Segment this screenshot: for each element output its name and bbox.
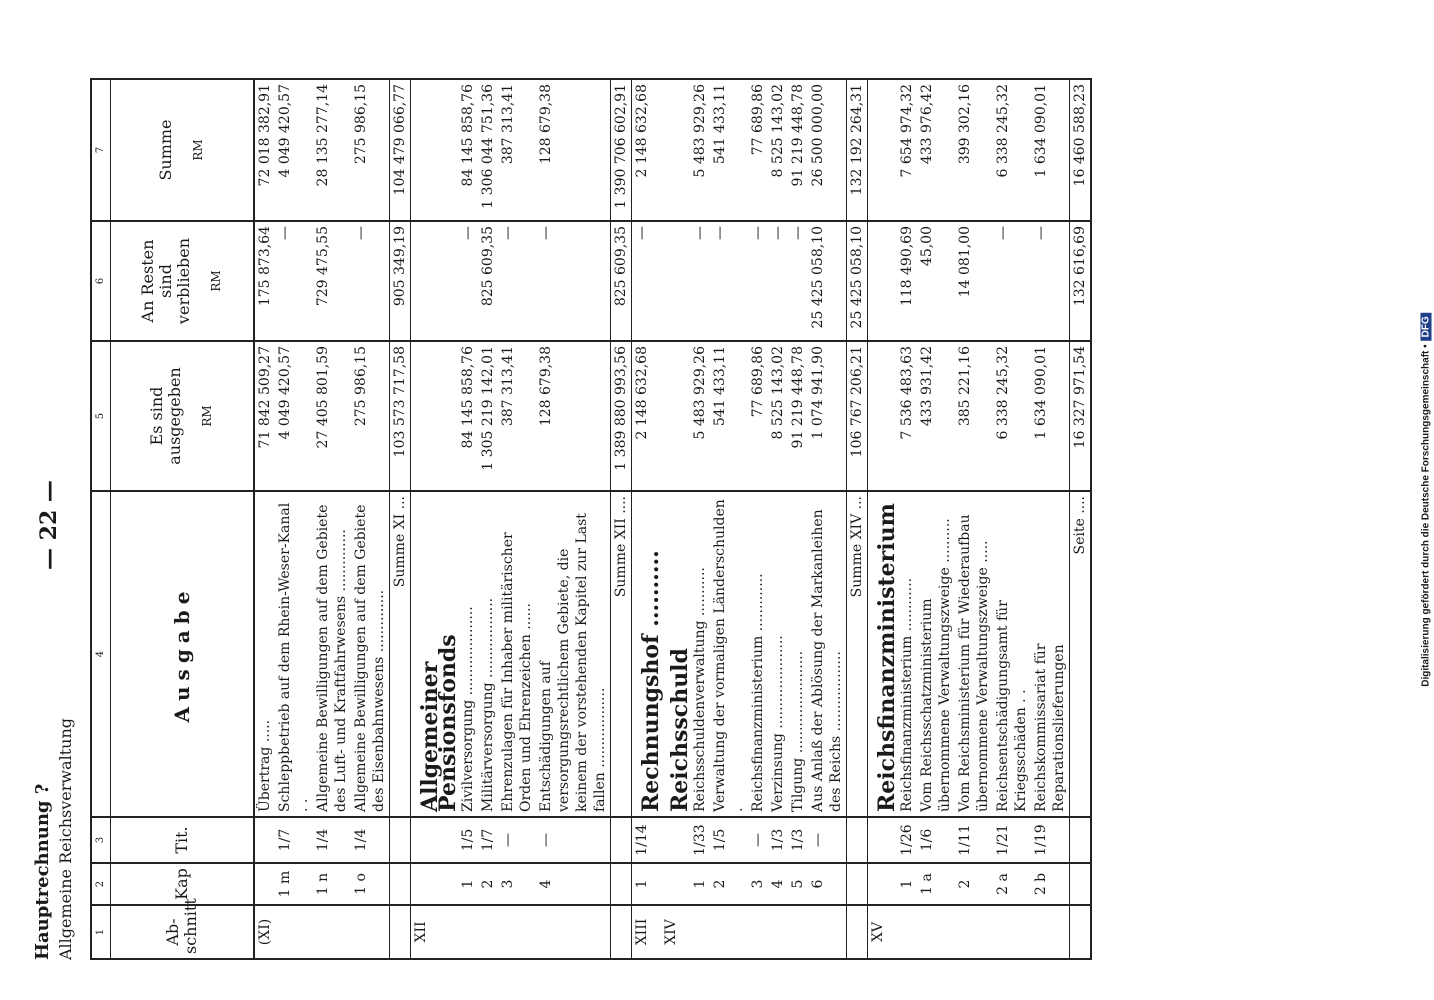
ledger-row — [917, 79, 955, 959]
column-number: 1 — [91, 905, 111, 959]
summe-amount: 541 433,11 — [710, 79, 748, 221]
kap-cell: 3 — [748, 863, 768, 905]
section-row — [632, 79, 662, 959]
kap-cell — [411, 863, 459, 905]
summe-amount: 132 192 264,31 — [847, 79, 868, 221]
ledger-table — [90, 78, 1092, 960]
abschnitt-cell — [390, 905, 411, 959]
abschnitt-cell — [275, 905, 313, 959]
summe-amount — [411, 79, 459, 221]
resten-amount: — — [788, 221, 808, 341]
ausgegeben-amount: 27 405 801,59 — [313, 341, 351, 491]
resten-amount: 729 475,55 — [313, 221, 351, 341]
tit-cell: — — [808, 817, 847, 863]
ausgabe-text: Übertrag ..... — [254, 491, 275, 817]
ausgabe-text: Militärversorgung .................. — [478, 491, 498, 817]
ausgabe-text: Entschädigungen auf versorgungsrechtlichem Gebiete, die keinem der vorstehenden Kapitel zur Last fallen .................. — [536, 491, 611, 817]
abschnitt-cell: XV — [868, 905, 898, 959]
ausgegeben-amount: 71 842 509,27 — [254, 341, 275, 491]
summe-amount: 91 219 448,78 — [788, 79, 808, 221]
tit-cell: 1/4 — [351, 817, 390, 863]
abschnitt-cell — [313, 905, 351, 959]
ausgabe-text: Zivilversorgung .................... — [458, 491, 478, 817]
abschnitt-cell: XIII — [632, 905, 662, 959]
ausgegeben-amount: 4 049 420,57 — [275, 341, 313, 491]
abschnitt-cell — [917, 905, 955, 959]
kap-cell — [868, 863, 898, 905]
ledger-row — [808, 79, 847, 959]
kap-cell: 1 a — [917, 863, 955, 905]
tit-cell — [390, 817, 411, 863]
ledger-row — [768, 79, 788, 959]
ausgabe-text: Aus Anlaß der Ablösung der Markanleihen des Reichs .................. — [808, 491, 847, 817]
section-row — [411, 79, 459, 959]
summe-amount: 399 302,16 — [955, 79, 993, 221]
summe-amount: 387 313,41 — [498, 79, 536, 221]
ledger-row — [955, 79, 993, 959]
ledger-row — [458, 79, 478, 959]
summe-amount: 16 460 588,23 — [1070, 79, 1092, 221]
tit-cell — [1070, 817, 1092, 863]
abschnitt-cell — [748, 905, 768, 959]
ausgabe-text: Reichsentschädigungsamt für Kriegsschäden . . — [993, 491, 1031, 817]
summe-amount: 433 976,42 — [917, 79, 955, 221]
ausgabe-text: Reichsfinanzministerium ............. — [748, 491, 768, 817]
ausgabe-text: Allgemeine Bewilligungen auf dem Gebiete des Eisenbahnwesens .............. — [351, 491, 390, 817]
abschnitt-cell — [955, 905, 993, 959]
abschnitt-cell — [458, 905, 478, 959]
ausgegeben-amount: 84 145 858,76 — [458, 341, 478, 491]
ausgegeben-amount — [661, 341, 690, 491]
ausgegeben-amount: 106 767 206,21 — [847, 341, 868, 491]
kap-cell — [611, 863, 632, 905]
ausgabe-text: Reichsschuld — [661, 491, 690, 817]
resten-amount: — — [710, 221, 748, 341]
tit-cell — [254, 817, 275, 863]
tit-cell: 1/26 — [897, 817, 917, 863]
abschnitt-cell — [768, 905, 788, 959]
kap-cell: 2 — [955, 863, 993, 905]
column-number: 6 — [91, 221, 111, 341]
resten-amount: — — [748, 221, 768, 341]
column-number: 4 — [91, 491, 111, 817]
ausgabe-text: Reichsfinanzministerium ............ — [897, 491, 917, 817]
summe-amount: 1 390 706 602,91 — [611, 79, 632, 221]
col-ausgegeben-header — [111, 341, 255, 491]
ausgegeben-amount — [868, 341, 898, 491]
ausgegeben-amount: 433 931,42 — [917, 341, 955, 491]
abschnitt-cell — [1070, 905, 1092, 959]
col-resten-header — [111, 221, 255, 341]
summe-amount: 8 525 143,02 — [768, 79, 788, 221]
ausgegeben-amount: 387 313,41 — [498, 341, 536, 491]
ausgegeben-amount: 1 389 880 993,56 — [611, 341, 632, 491]
summe-amount: 6 338 245,32 — [993, 79, 1031, 221]
kap-cell: 2 — [478, 863, 498, 905]
abschnitt-cell: (XI) — [254, 905, 275, 959]
ausgabe-text: Reichsschuldenverwaltung ........... — [690, 491, 710, 817]
ausgabe-text: Allgemeiner Pensionsfonds — [411, 491, 459, 817]
tit-cell: 1/4 — [313, 817, 351, 863]
kap-cell: 1 n — [313, 863, 351, 905]
resten-amount: — — [458, 221, 478, 341]
tit-cell: 1/5 — [458, 817, 478, 863]
ausgabe-text: Verzinsung ..................... — [768, 491, 788, 817]
ausgegeben-amount: 1 305 219 142,01 — [478, 341, 498, 491]
tit-cell: 1/11 — [955, 817, 993, 863]
tit-cell: 1/33 — [690, 817, 710, 863]
ausgabe-text: Tilgung ....................... — [788, 491, 808, 817]
tit-cell: — — [498, 817, 536, 863]
tit-cell — [611, 817, 632, 863]
column-number: 7 — [91, 79, 111, 221]
summe-amount: 4 049 420,57 — [275, 79, 313, 221]
resten-amount: — — [632, 221, 662, 341]
ausgegeben-amount: 1 634 090,01 — [1031, 341, 1070, 491]
abschnitt-cell — [351, 905, 390, 959]
ausgegeben-amount: 275 986,15 — [351, 341, 390, 491]
ausgegeben-amount: 16 327 971,54 — [1070, 341, 1092, 491]
summe-amount: 275 986,15 — [351, 79, 390, 221]
abschnitt-cell — [536, 905, 611, 959]
ausgabe-text: Schleppbetrieb auf dem Rhein-Weser-Kanal . . — [275, 491, 313, 817]
abschnitt-cell — [478, 905, 498, 959]
abschnitt-cell — [993, 905, 1031, 959]
col-kap-header: Kap — [111, 863, 255, 905]
summe-amount: 1 306 044 751,36 — [478, 79, 498, 221]
resten-amount: 25 425 058,10 — [847, 221, 868, 341]
ausgabe-text: Reichsfinanzministerium — [868, 491, 898, 817]
tit-cell: — — [748, 817, 768, 863]
tit-cell: 1/14 — [632, 817, 662, 863]
summe-amount — [868, 79, 898, 221]
resten-amount: — — [351, 221, 390, 341]
page-number: — 22 — — [36, 480, 62, 570]
ausgabe-text: Rechnungshof .......... — [632, 491, 662, 817]
digitization-note — [1408, 10, 1434, 990]
resten-amount: 132 616,69 — [1070, 221, 1092, 341]
tit-cell: 1/21 — [993, 817, 1031, 863]
ausgegeben-amount: 128 679,38 — [536, 341, 611, 491]
summe-amount: 28 135 277,14 — [313, 79, 351, 221]
ausgegeben-amount: 2 148 632,68 — [632, 341, 662, 491]
col-ausgegeben-unit: RM — [200, 405, 214, 427]
summe-amount: 1 634 090,01 — [1031, 79, 1070, 221]
resten-amount: — — [536, 221, 611, 341]
tit-cell: 1/19 — [1031, 817, 1070, 863]
document-title: Hauptrechnung ? — [32, 783, 53, 960]
resten-amount: — — [690, 221, 710, 341]
abschnitt-cell — [897, 905, 917, 959]
resten-amount: 45,00 — [917, 221, 955, 341]
document-subtitle: Allgemeine Reichsverwaltung — [56, 717, 75, 960]
kap-cell: 2 — [710, 863, 748, 905]
column-number-row — [91, 79, 111, 959]
summe-amount: 7 654 974,32 — [897, 79, 917, 221]
ledger-row — [254, 79, 275, 959]
kap-cell: 2 b — [1031, 863, 1070, 905]
abschnitt-cell — [1031, 905, 1070, 959]
tit-cell — [868, 817, 898, 863]
resten-amount: — — [498, 221, 536, 341]
ausgegeben-amount: 103 573 717,58 — [390, 341, 411, 491]
resten-amount: 825 609,35 — [611, 221, 632, 341]
column-header-row — [111, 79, 255, 959]
kap-cell: 1 m — [275, 863, 313, 905]
column-number: 5 — [91, 341, 111, 491]
kap-cell — [661, 863, 690, 905]
ausgegeben-amount: 7 536 483,63 — [897, 341, 917, 491]
kap-cell — [390, 863, 411, 905]
kap-cell — [847, 863, 868, 905]
abschnitt-cell — [611, 905, 632, 959]
section-row — [661, 79, 690, 959]
summe-amount: 26 500 000,00 — [808, 79, 847, 221]
ledger-row — [993, 79, 1031, 959]
ausgabe-text: Seite .... — [1070, 491, 1092, 817]
resten-amount: — — [993, 221, 1031, 341]
summe-amount: 2 148 632,68 — [632, 79, 662, 221]
resten-amount: 25 425 058,10 — [808, 221, 847, 341]
summe-amount — [661, 79, 690, 221]
col-ausgegeben-label: Es sind ausgegeben — [147, 367, 184, 465]
tit-cell: 1/6 — [917, 817, 955, 863]
resten-amount: — — [768, 221, 788, 341]
ausgegeben-amount: 6 338 245,32 — [993, 341, 1031, 491]
col-summe-unit: RM — [191, 139, 205, 161]
ledger-body — [254, 79, 1091, 959]
ausgegeben-amount: 77 689,86 — [748, 341, 768, 491]
ledger-row — [748, 79, 768, 959]
tit-cell: 1/7 — [478, 817, 498, 863]
col-summe-header — [111, 79, 255, 221]
kap-cell: 2 a — [993, 863, 1031, 905]
kap-cell: 6 — [808, 863, 847, 905]
summe-amount: 84 145 858,76 — [458, 79, 478, 221]
col-tit-header: Tit. — [111, 817, 255, 863]
ledger-row — [275, 79, 313, 959]
ausgabe-text: Allgemeine Bewilligungen auf dem Gebiete des Luft- und Kraftfahrwesens .............. — [313, 491, 351, 817]
ausgabe-text: Summe XIV ... — [847, 491, 868, 817]
section-row — [868, 79, 898, 959]
kap-cell: 1 o — [351, 863, 390, 905]
kap-cell: 4 — [768, 863, 788, 905]
sum-row — [847, 79, 868, 959]
sum-row — [611, 79, 632, 959]
tit-cell: 1/7 — [275, 817, 313, 863]
ledger-row — [351, 79, 390, 959]
digitization-note-text: Digitalisierung gefördert durch die Deutsche Forschungsgemeinschaft • — [1420, 344, 1432, 687]
ausgabe-text: Ehrenzulagen für Inhaber militärischer Orden und Ehrenzeichen ...... — [498, 491, 536, 817]
tit-cell — [847, 817, 868, 863]
page-header — [26, 80, 86, 960]
ausgabe-text: Vom Reichsschatzministerium übernommene Verwaltungszweige .......... — [917, 491, 955, 817]
ausgegeben-amount: 5 483 929,26 — [690, 341, 710, 491]
column-number: 2 — [91, 863, 111, 905]
ausgegeben-amount: 385 221,16 — [955, 341, 993, 491]
tit-cell — [661, 817, 690, 863]
ledger-row — [536, 79, 611, 959]
summe-amount: 77 689,86 — [748, 79, 768, 221]
ledger-row — [1031, 79, 1070, 959]
ledger-row — [710, 79, 748, 959]
kap-cell: 1 — [897, 863, 917, 905]
summe-amount: 128 679,38 — [536, 79, 611, 221]
abschnitt-cell — [808, 905, 847, 959]
resten-amount — [661, 221, 690, 341]
tit-cell — [411, 817, 459, 863]
resten-amount: 14 081,00 — [955, 221, 993, 341]
resten-amount: 175 873,64 — [254, 221, 275, 341]
ausgabe-text: Vom Reichsministerium für Wiederaufbau übernommene Verwaltungszweige ..... — [955, 491, 993, 817]
abschnitt-cell: XIV — [661, 905, 690, 959]
ledger-row — [788, 79, 808, 959]
sum-row — [1070, 79, 1092, 959]
kap-cell: 1 — [632, 863, 662, 905]
abschnitt-cell — [710, 905, 748, 959]
summe-amount: 5 483 929,26 — [690, 79, 710, 221]
resten-amount — [411, 221, 459, 341]
kap-cell: 1 — [458, 863, 478, 905]
col-resten-unit: RM — [209, 270, 223, 292]
ausgegeben-amount: 91 219 448,78 — [788, 341, 808, 491]
column-number: 3 — [91, 817, 111, 863]
sum-row — [390, 79, 411, 959]
tit-cell: 1/3 — [768, 817, 788, 863]
ledger-row — [498, 79, 536, 959]
summe-amount: 104 479 066,77 — [390, 79, 411, 221]
kap-cell: 1 — [690, 863, 710, 905]
col-abschnitt-header: Ab-schnitt — [111, 905, 255, 959]
ausgegeben-amount — [411, 341, 459, 491]
resten-amount: 825 609,35 — [478, 221, 498, 341]
ledger-row — [897, 79, 917, 959]
resten-amount: 118 490,69 — [897, 221, 917, 341]
ausgabe-text: Verwaltung der vormaligen Länderschulden . — [710, 491, 748, 817]
kap-cell: 3 — [498, 863, 536, 905]
ausgabe-text: Summe XI ... — [390, 491, 411, 817]
abschnitt-cell — [498, 905, 536, 959]
resten-amount: — — [1031, 221, 1070, 341]
summe-amount: 72 018 382,91 — [254, 79, 275, 221]
ledger-row — [690, 79, 710, 959]
abschnitt-cell — [847, 905, 868, 959]
col-ausgabe-header: Ausgabe — [111, 491, 255, 817]
ledger-row — [313, 79, 351, 959]
document-page — [32, 60, 1390, 960]
ausgabe-text: Reichskommissariat für Reparationslieferungen — [1031, 491, 1070, 817]
col-resten-label: An Resten sind verblieben — [138, 237, 193, 325]
ausgabe-text: Summe XII .... — [611, 491, 632, 817]
dfg-logo: DFG — [1421, 313, 1432, 340]
kap-cell: 4 — [536, 863, 611, 905]
kap-cell — [254, 863, 275, 905]
col-summe-label: Summe — [156, 119, 175, 181]
ausgegeben-amount: 1 074 941,90 — [808, 341, 847, 491]
resten-amount: 905 349,19 — [390, 221, 411, 341]
ausgegeben-amount: 8 525 143,02 — [768, 341, 788, 491]
kap-cell: 5 — [788, 863, 808, 905]
resten-amount: — — [275, 221, 313, 341]
ausgegeben-amount: 541 433,11 — [710, 341, 748, 491]
ledger-row — [478, 79, 498, 959]
resten-amount — [868, 221, 898, 341]
abschnitt-cell: XII — [411, 905, 459, 959]
tit-cell: 1/5 — [710, 817, 748, 863]
tit-cell: — — [536, 817, 611, 863]
abschnitt-cell — [690, 905, 710, 959]
tit-cell: 1/3 — [788, 817, 808, 863]
abschnitt-cell — [788, 905, 808, 959]
kap-cell — [1070, 863, 1092, 905]
